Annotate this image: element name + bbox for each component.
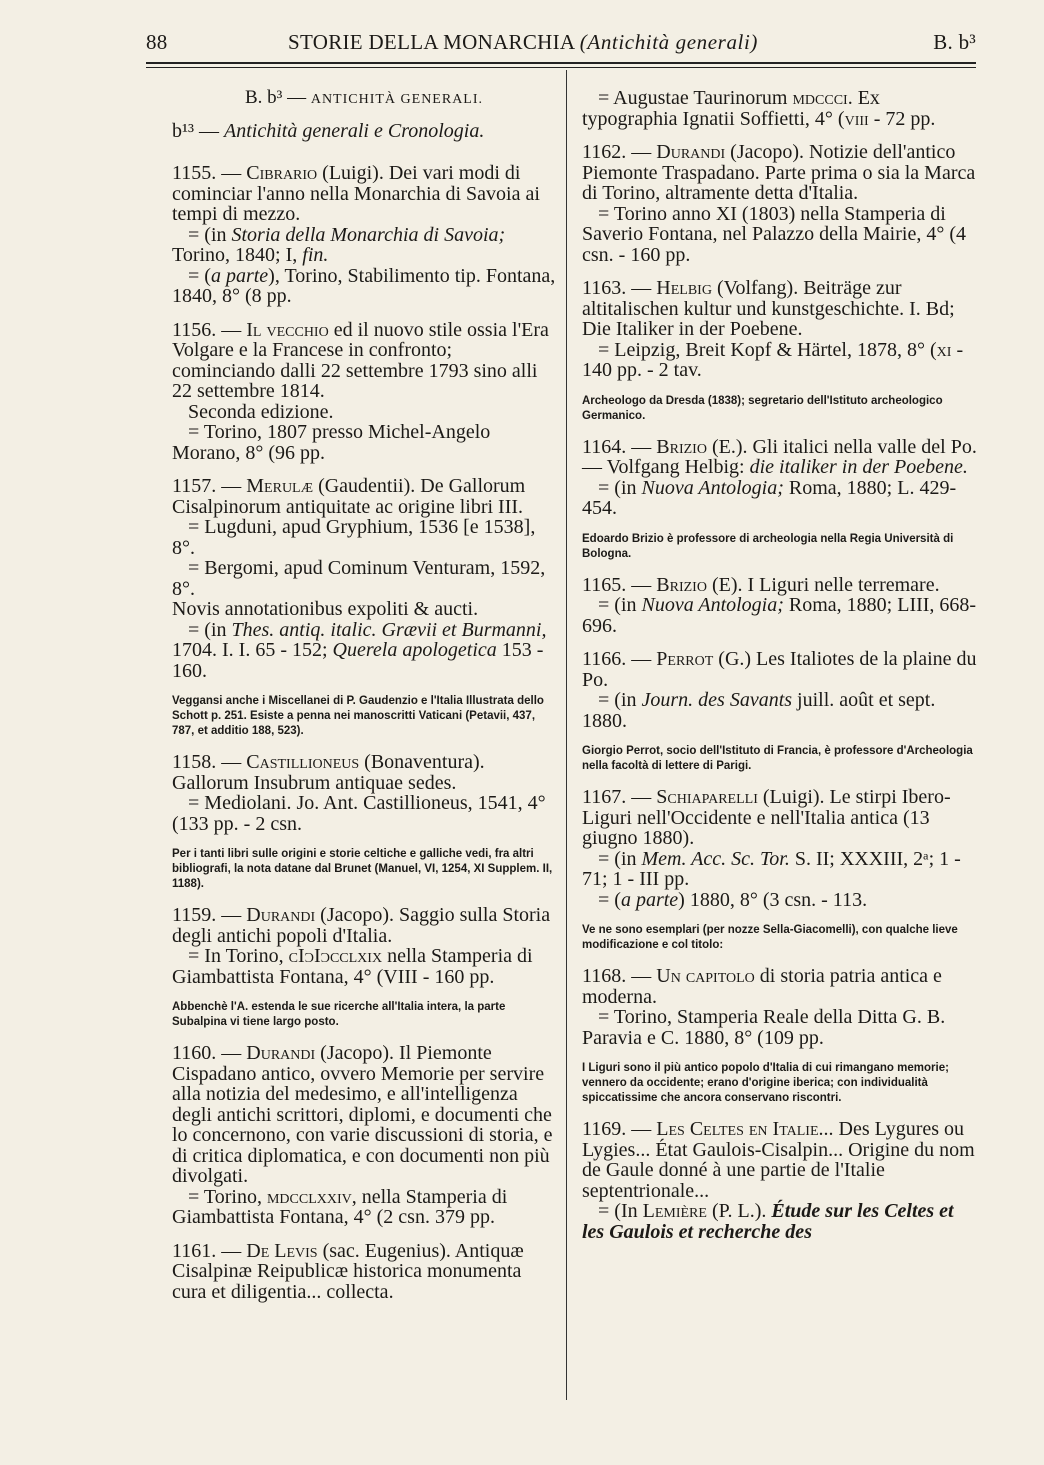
entry-1158: 1158. — Castillioneus (Bonaventura). Gallorum Insubrum antiquae sedes. = Mediolani. Jo. Ant. Castillioneus, 1541, 4° (133 pp. - 2 csn. xyxy=(172,751,546,835)
entry-1161-continued: = Augustae Taurinorum mdccci. Ex typographia Ignatii Soffietti, 4° (viii - 72 pp. xyxy=(582,87,936,130)
note-1167: Ve ne sono esemplari (per nozze Sella-Giacomelli), con qualche lieve modificazione e col titolo: xyxy=(582,924,958,951)
note-1163: Archeologo da Dresda (1838); segretario dell'Istituto archeologico Germanico. xyxy=(582,394,943,422)
entry-1168: 1168. — Un capitolo di storia patria antica e moderna. = Torino, Stamperia Reale della Ditta G. B. Paravia e C. 1880, 8° (109 pp. xyxy=(582,965,946,1049)
right-column xyxy=(582,88,978,1255)
column-divider xyxy=(566,70,567,1400)
section-heading: B. b³ — ANTICHITÀ GENERALI. xyxy=(244,87,484,108)
note-1158: Per i tanti libri sulle origini e storie celtiche e galliche vedi, fra altri bibliografi, la nota datane dal Brunet (Manuel, VI, 1254, XI Supplem. II, 1188). xyxy=(172,848,553,890)
entry-1166: 1166. — Perrot (G.) Les Italiotes de la plaine du Po. = (in Journ. des Savants juill. août et sept. 1880. xyxy=(582,648,977,732)
entry-1169: 1169. — Les Celtes en Italie... Des Lygures ou Lygies... État Gaulois-Cisalpin... Origine du nom de Gaule donné à une partie de l'Italie septentrionale... = (In Lemière (P. L.). Étude sur les Celtes et les Gaulois et recherche des xyxy=(582,1118,975,1243)
note-1164: Edoardo Brizio è professore di archeologia nella Regia Università di Bologna. xyxy=(582,532,954,560)
entry-1160: 1160. — Durandi (Jacopo). Il Piemonte Cispadano antico, ovvero Memorie per servire alla notizia del medesimo, e all'intelligenza degli antichi scrittori, diplomi, e documenti che lo concernono, con varie discussioni di storia, e di critica diplomatica, e con documenti non più divolgati. = Torino, mdcclxxiv, nella Stamperia di Giambattista Fontana, 4° (2 csn. 379 pp. xyxy=(172,1042,553,1228)
entry-1157: 1157. — Merulæ (Gaudentii). De Gallorum Cisalpinorum antiquitate ac origine libri III. = Lugduni, apud Gryphium, 1536 [e 1538], 8°. = Bergomi, apud Cominum Venturam, 1592, 8°. Novis annotationibus expoliti & aucti. = (in Thes. antiq. italic. Grævii et Burmanni, 1704. I. I. 65 - 152; Querela apologetica 153 - 160. xyxy=(172,475,547,682)
entry-1161: 1161. — De Levis (sac. Eugenius). Antiquæ Cisalpinæ Reipublicæ historica monumenta cura et diligentia... collecta. xyxy=(172,1239,524,1303)
section-subheading: b¹³ — Antichità generali e Cronologia. xyxy=(172,119,485,142)
header-rule-thick xyxy=(146,62,976,64)
entry-1165: 1165. — Brizio (E). I Liguri nelle terremare. = (in Nuova Antologia; Roma, 1880; LIII, 668-696. xyxy=(582,573,977,637)
entry-1164: 1164. — Brizio (E.). Gli italici nella valle del Po. — Volfgang Helbig: die italiker in der Poebene. = (in Nuova Antologia; Roma, 1880; L. 429-454. xyxy=(582,435,977,519)
entry-1155: 1155. — Cibrario (Luigi). Dei vari modi di cominciar l'anno nella Monarchia di Savoia ai tempi di mezzo. = (in Storia della Monarchia di Savoia; Torino, 1840; I, fin. = (a parte), Torino, Stabilimento tip. Fontana, 1840, 8° (8 pp. xyxy=(172,162,556,307)
entry-1167: 1167. — Schiaparelli (Luigi). Le stirpi Ibero-Liguri nell'Occidente e nell'Italia antica (13 giugno 1880). = (in Mem. Acc. Sc. Tor. S. II; XXXIII, 2ᵃ; 1 - 71; 1 - III pp. = (a parte) 1880, 8° (3 csn. - 113. xyxy=(582,786,961,911)
note-1157: Veggansi anche i Miscellanei di P. Gaudenzio e l'Italia Illustrata dello Schott p. 251. Esiste a penna nei manoscritti Vaticani (Petavii, 437, 787, et additio 188, 523). xyxy=(172,695,544,737)
page-number: 88 xyxy=(146,30,168,54)
header-rule-thin xyxy=(146,67,976,68)
note-1159: Abbenchè l'A. estenda le sue ricerche all'Italia intera, la parte Subalpina vi tiene largo posto. xyxy=(172,1001,506,1028)
note-1168: I Liguri sono il più antico popolo d'Italia di cui rimangano memorie; vennero da occidente; erano d'origine iberica; con individualità spiccatissime che ancora conservano riscontri. xyxy=(582,1062,949,1104)
running-header xyxy=(146,30,976,58)
section-code: B. b³ xyxy=(933,30,976,54)
page-title: STORIE DELLA MONARCHIA (Antichità generali) xyxy=(288,30,759,54)
entry-1156: 1156. — Il vecchio ed il nuovo stile ossia l'Era Volgare e la Francese in confronto; cominciando dalli 22 settembre 1793 sino alli 22 settembre 1814. Seconda edizione. = Torino, 1807 presso Michel-Angelo Morano, 8° (96 pp. xyxy=(172,318,549,464)
entry-1163: 1163. — Helbig (Volfang). Beiträge zur altitalischen kultur und kunstgeschichte. I. Bd; Die Italiker in der Poebene. = Leipzig, Breit Kopf & Härtel, 1878, 8° (xi - 140 pp. - 2 tav. xyxy=(582,277,964,381)
entry-1162: 1162. — Durandi (Jacopo). Notizie dell'antico Piemonte Traspadano. Parte prima o sia la Marca di Torino, altramente detta d'Italia. = Torino anno XI (1803) nella Stamperia di Saverio Fontana, nel Palazzo della Mairie, 4° (4 csn. - 160 pp. xyxy=(582,141,976,266)
note-1166: Giorgio Perrot, socio dell'Istituto di Francia, è professore d'Archeologia nella facoltà di lettere di Parigi. xyxy=(582,745,973,772)
page-subtitle: (Antichità generali) xyxy=(579,30,759,54)
left-column xyxy=(172,88,556,1315)
entry-1159: 1159. — Durandi (Jacopo). Saggio sulla Storia degli antichi popoli d'Italia. = In Torino, cIɔIɔcclxix nella Stamperia di Giambattista Fontana, 4° (VIII - 160 pp. xyxy=(172,904,551,988)
